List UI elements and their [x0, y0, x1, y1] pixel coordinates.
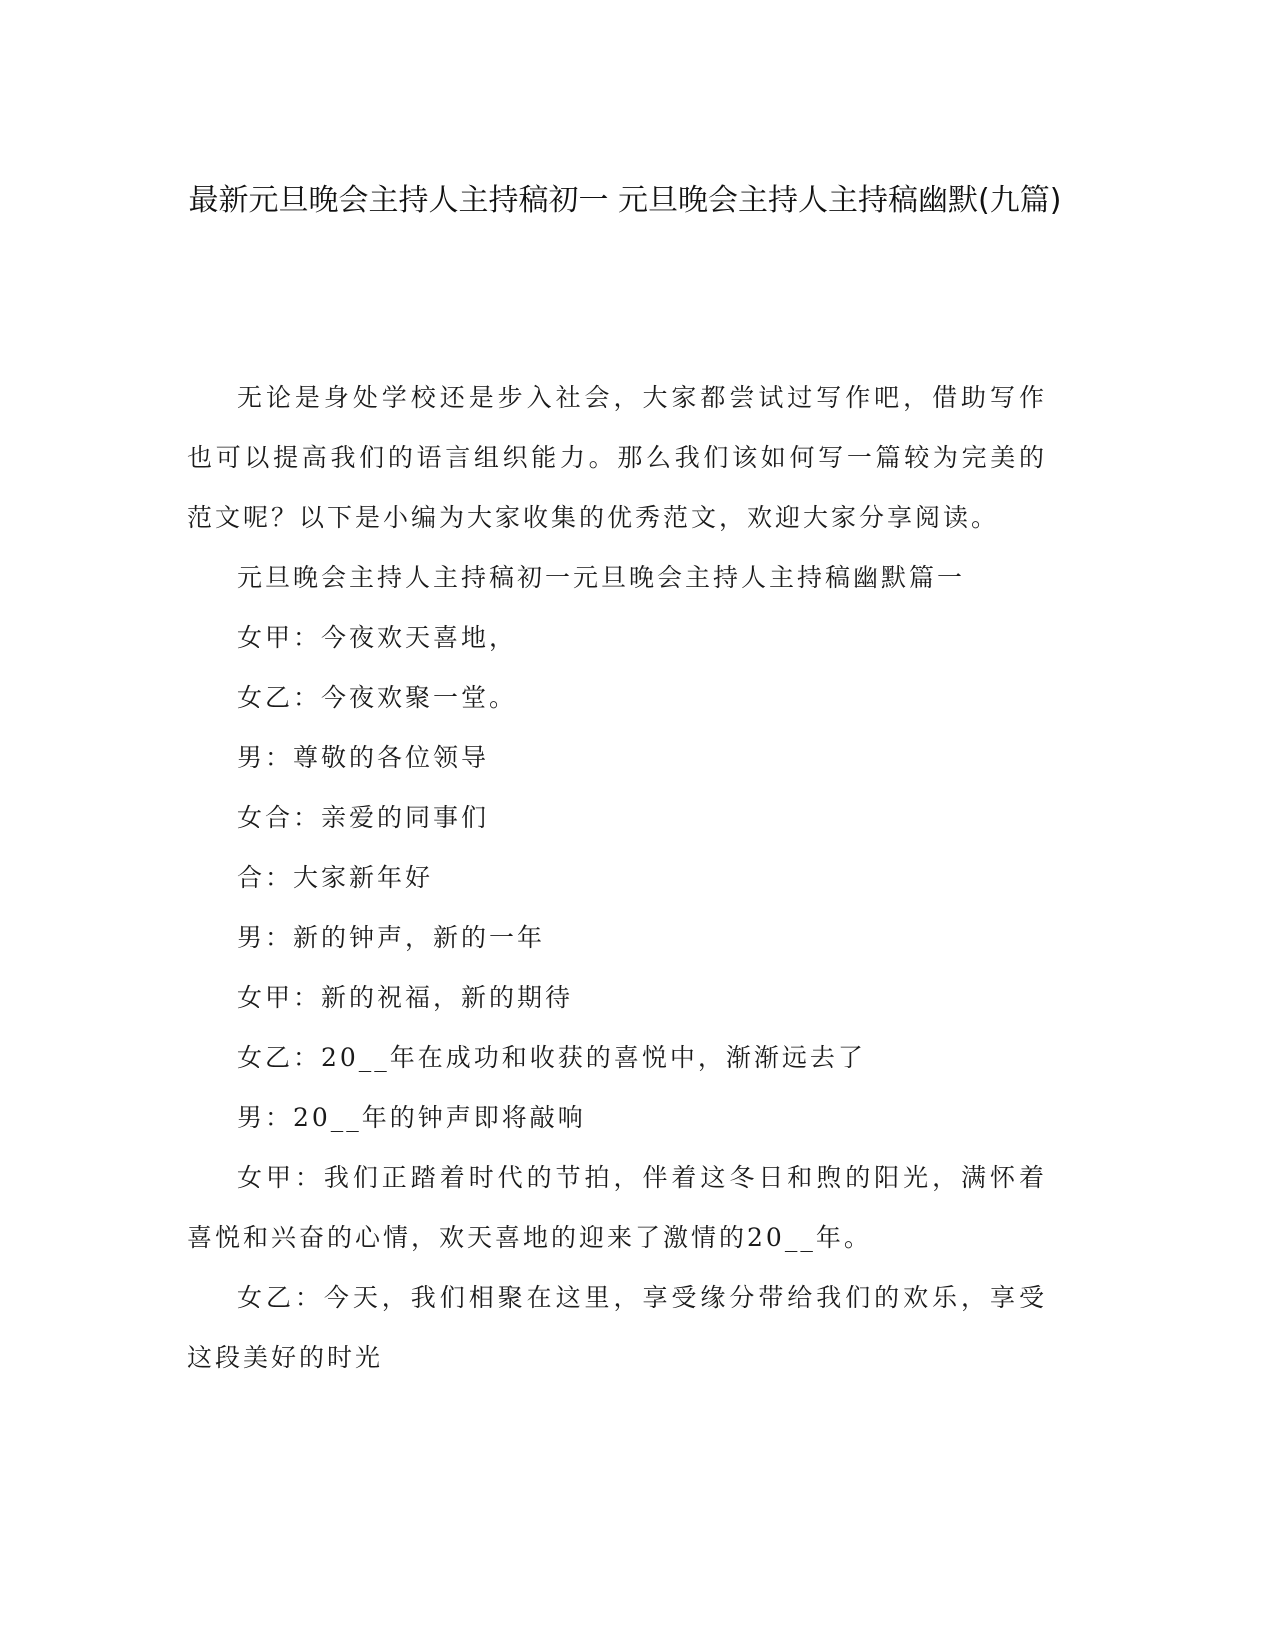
- script-line: 女乙：20__年在成功和收获的喜悦中，渐渐远去了: [237, 1043, 866, 1072]
- script-line: 女甲：我们正踏着时代的节拍，伴着这冬日和煦的阳光，满怀着喜悦和兴奋的心情，欢天喜地的迎来了激情的20__年。: [187, 1163, 1047, 1252]
- script-line: 女甲：今夜欢天喜地，: [237, 623, 518, 652]
- script-line: 女合：亲爱的同事们: [237, 803, 490, 832]
- document-title: 最新元旦晚会主持人主持稿初一 元旦晚会主持人主持稿幽默(九篇): [188, 183, 1062, 218]
- section-heading: 元旦晚会主持人主持稿初一元旦晚会主持人主持稿幽默篇一: [237, 563, 966, 592]
- script-line: 女乙：今天，我们相聚在这里，享受缘分带给我们的欢乐，享受这段美好的时光: [187, 1283, 1047, 1372]
- script-line: 合：大家新年好: [237, 863, 434, 892]
- script-line: 女甲：新的祝福，新的期待: [237, 983, 574, 1012]
- script-line: 男：20__年的钟声即将敲响: [237, 1103, 586, 1132]
- intro-paragraph: 无论是身处学校还是步入社会，大家都尝试过写作吧，借助写作也可以提高我们的语言组织能力。那么我们该如何写一篇较为完美的范文呢？以下是小编为大家收集的优秀范文，欢迎大家分享阅读。: [187, 383, 1047, 532]
- script-line: 男：新的钟声，新的一年: [237, 923, 546, 952]
- script-line: 女乙：今夜欢聚一堂。: [237, 683, 518, 712]
- script-line: 男：尊敬的各位领导: [237, 743, 490, 772]
- document-body: [187, 368, 1047, 1388]
